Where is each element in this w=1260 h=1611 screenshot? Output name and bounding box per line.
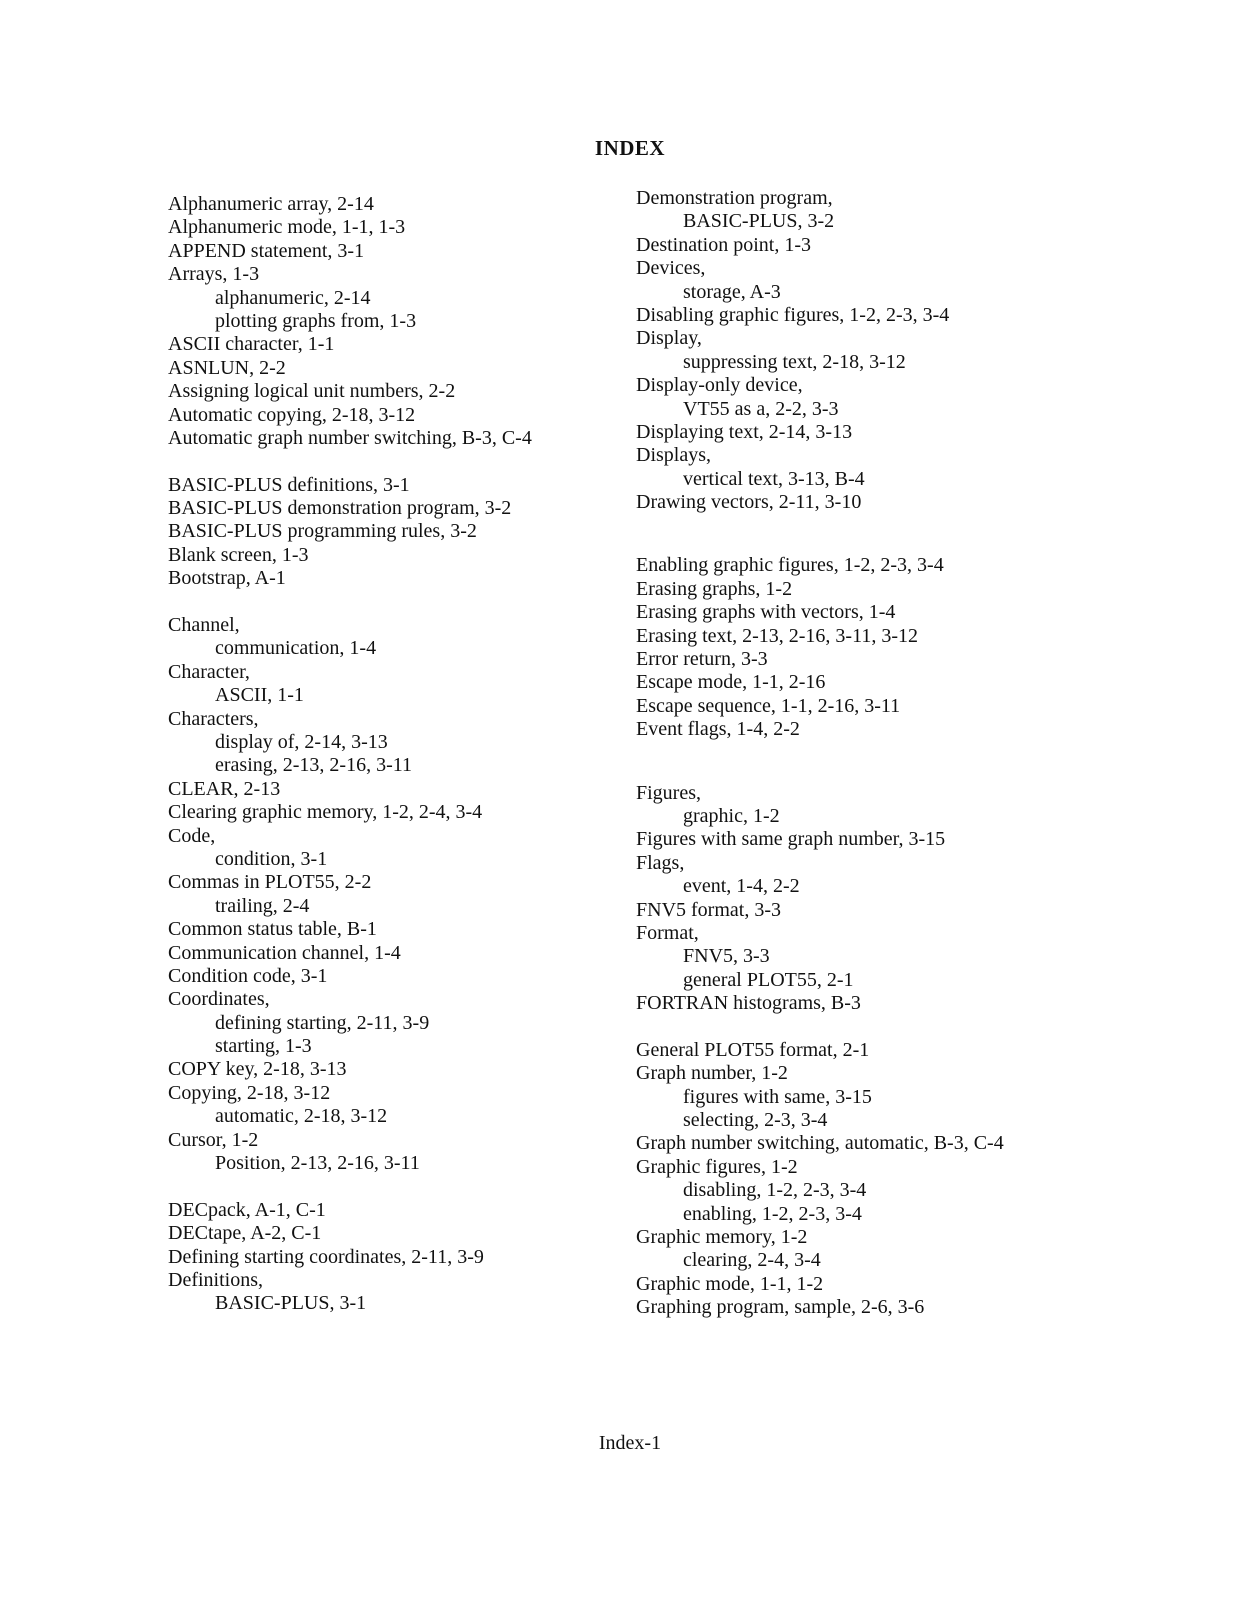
index-subentry: defining starting, 2-11, 3-9 <box>215 1011 430 1034</box>
index-entry: Characters, <box>168 707 259 730</box>
index-section-gap <box>168 1175 628 1198</box>
index-subentry: selecting, 2-3, 3-4 <box>683 1109 828 1132</box>
index-subentry: Position, 2-13, 2-16, 3-11 <box>215 1152 420 1175</box>
index-entry: Format, <box>636 921 699 944</box>
index-subentry: plotting graphs from, 1-3 <box>215 309 417 332</box>
index-entry: Demonstration program, <box>636 187 833 209</box>
index-entry: DECpack, A-1, C-1 <box>168 1198 326 1221</box>
index-entry: Arrays, 1-3 <box>168 263 260 286</box>
index-entry: Commas in PLOT55, 2-2 <box>168 871 372 894</box>
index-entry: Cursor, 1-2 <box>168 1128 259 1151</box>
index-entry: Erasing graphs, 1-2 <box>636 577 793 600</box>
index-entry: Error return, 3-3 <box>636 648 768 671</box>
index-entry: FORTRAN histograms, B-3 <box>636 992 861 1015</box>
index-entry: BASIC-PLUS demonstration program, 3-2 <box>168 497 512 520</box>
index-subentry: event, 1-4, 2-2 <box>683 875 800 898</box>
index-entry: Graphic memory, 1-2 <box>636 1226 808 1249</box>
index-subentry: BASIC-PLUS, 3-1 <box>215 1292 367 1315</box>
index-subentry: disabling, 1-2, 2-3, 3-4 <box>683 1179 867 1202</box>
index-entry: Common status table, B-1 <box>168 918 377 941</box>
index-entry: Character, <box>168 660 250 683</box>
index-entry: General PLOT55 format, 2-1 <box>636 1038 870 1061</box>
index-section-gap <box>636 514 1096 554</box>
index-subentry: figures with same, 3-15 <box>683 1085 872 1108</box>
index-entry: Defining starting coordinates, 2-11, 3-9 <box>168 1245 484 1268</box>
index-subentry: suppressing text, 2-18, 3-12 <box>683 350 906 373</box>
index-subentry: enabling, 1-2, 2-3, 3-4 <box>683 1202 862 1225</box>
index-entry: ASCII character, 1-1 <box>168 333 335 356</box>
index-subentry: display of, 2-14, 3-13 <box>215 730 388 753</box>
index-section-gap <box>636 1016 1096 1039</box>
index-entry: Clearing graphic memory, 1-2, 2-4, 3-4 <box>168 801 483 824</box>
index-right-column <box>636 187 1096 1320</box>
index-entry: Graph number switching, automatic, B-3, C-4 <box>636 1132 1004 1155</box>
page-number: Index-1 <box>598 1432 662 1454</box>
index-entry: Displaying text, 2-14, 3-13 <box>636 420 853 443</box>
index-entry: Graphic figures, 1-2 <box>636 1155 798 1178</box>
page-title: INDEX <box>594 136 666 160</box>
index-entry: DECtape, A-2, C-1 <box>168 1222 322 1245</box>
index-entry: ASNLUN, 2-2 <box>168 356 286 379</box>
index-subentry: FNV5, 3-3 <box>683 945 770 968</box>
index-entry: Copying, 2-18, 3-12 <box>168 1081 331 1104</box>
index-entry: BASIC-PLUS definitions, 3-1 <box>168 473 410 496</box>
index-subentry: VT55 as a, 2-2, 3-3 <box>683 397 839 420</box>
index-entry: Escape mode, 1-1, 2-16 <box>636 671 826 694</box>
index-entry: COPY key, 2-18, 3-13 <box>168 1058 347 1081</box>
index-entry: Alphanumeric mode, 1-1, 1-3 <box>168 216 406 239</box>
index-subentry: starting, 1-3 <box>215 1035 312 1058</box>
index-entry: Erasing graphs with vectors, 1-4 <box>636 601 896 624</box>
index-subentry: general PLOT55, 2-1 <box>683 968 854 991</box>
index-entry: Blank screen, 1-3 <box>168 543 309 566</box>
index-subentry: BASIC-PLUS, 3-2 <box>683 210 835 233</box>
index-entry: Condition code, 3-1 <box>168 964 328 987</box>
index-entry: CLEAR, 2-13 <box>168 777 281 800</box>
index-entry: Erasing text, 2-13, 2-16, 3-11, 3-12 <box>636 624 918 647</box>
index-entry: Automatic copying, 2-18, 3-12 <box>168 403 416 426</box>
index-subentry: erasing, 2-13, 2-16, 3-11 <box>215 754 412 777</box>
index-entry: Destination point, 1-3 <box>636 233 811 256</box>
index-entry: Disabling graphic figures, 1-2, 2-3, 3-4 <box>636 303 950 326</box>
index-entry: Definitions, <box>168 1268 263 1291</box>
index-entry: Event flags, 1-4, 2-2 <box>636 718 800 741</box>
index-entry: Communication channel, 1-4 <box>168 941 401 964</box>
index-entry: Enabling graphic figures, 1-2, 2-3, 3-4 <box>636 554 944 577</box>
index-entry: Figures with same graph number, 3-15 <box>636 828 946 851</box>
index-subentry: automatic, 2-18, 3-12 <box>215 1105 388 1128</box>
index-entry: BASIC-PLUS programming rules, 3-2 <box>168 520 477 543</box>
index-entry: Bootstrap, A-1 <box>168 567 286 590</box>
index-entry: APPEND statement, 3-1 <box>168 239 365 262</box>
index-subentry: ASCII, 1-1 <box>215 684 304 707</box>
index-entry: Display, <box>636 327 702 350</box>
index-left-column <box>168 193 628 1316</box>
index-subentry: trailing, 2-4 <box>215 894 310 917</box>
index-subentry: clearing, 2-4, 3-4 <box>683 1249 821 1272</box>
index-entry: Assigning logical unit numbers, 2-2 <box>168 380 456 403</box>
index-entry: Display-only device, <box>636 374 803 397</box>
index-entry: Automatic graph number switching, B-3, C-4 <box>168 426 532 449</box>
index-entry: Alphanumeric array, 2-14 <box>168 193 374 215</box>
index-subentry: graphic, 1-2 <box>683 804 780 827</box>
index-entry: Devices, <box>636 257 706 280</box>
index-entry: Graph number, 1-2 <box>636 1062 788 1085</box>
index-entry: Drawing vectors, 2-11, 3-10 <box>636 491 862 514</box>
index-entry: Code, <box>168 824 216 847</box>
index-entry: Graphic mode, 1-1, 1-2 <box>636 1272 824 1295</box>
index-entry: Graphing program, sample, 2-6, 3-6 <box>636 1296 925 1319</box>
index-subentry: communication, 1-4 <box>215 637 377 660</box>
index-entry: Figures, <box>636 781 701 804</box>
index-section-gap <box>636 742 1096 782</box>
index-section-gap <box>168 591 628 614</box>
index-entry: FNV5 format, 3-3 <box>636 898 781 921</box>
index-subentry: alphanumeric, 2-14 <box>215 286 371 309</box>
index-subentry: vertical text, 3-13, B-4 <box>683 467 865 490</box>
index-entry: Channel, <box>168 614 240 637</box>
index-entry: Coordinates, <box>168 988 270 1011</box>
index-subentry: storage, A-3 <box>683 280 781 303</box>
index-entry: Flags, <box>636 851 685 874</box>
index-subentry: condition, 3-1 <box>215 847 328 870</box>
index-entry: Displays, <box>636 444 711 467</box>
index-entry: Escape sequence, 1-1, 2-16, 3-11 <box>636 694 901 717</box>
index-section-gap <box>168 450 628 473</box>
